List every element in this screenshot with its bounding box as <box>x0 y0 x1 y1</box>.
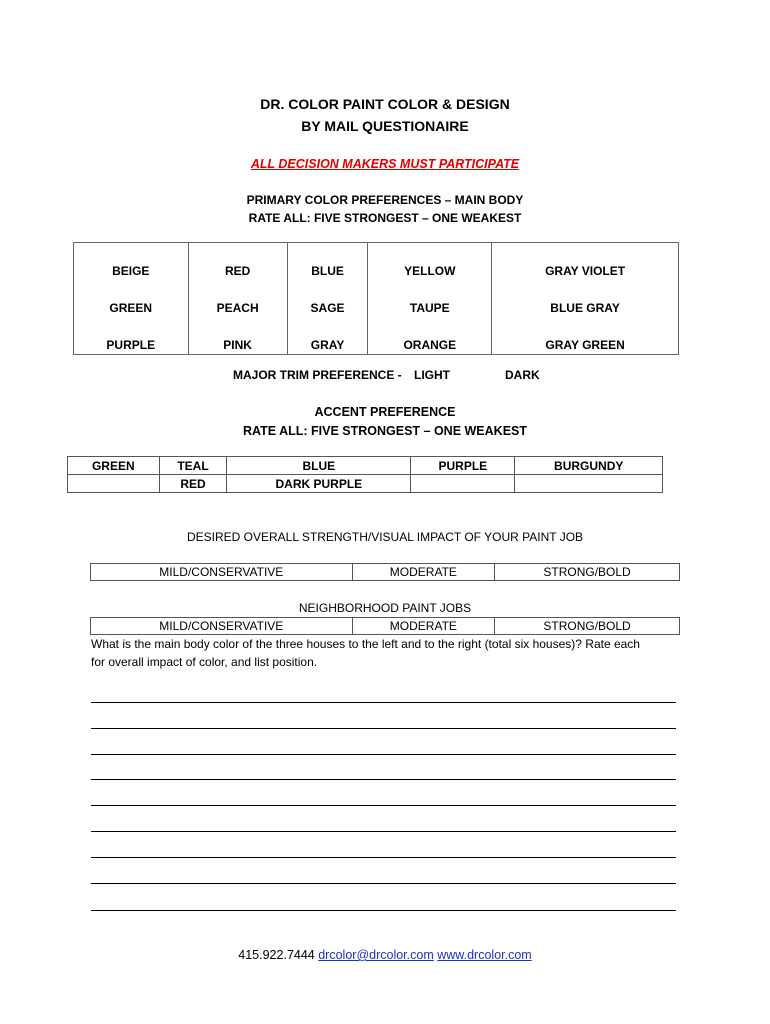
strength-heading: DESIRED OVERALL STRENGTH/VISUAL IMPACT OF YOUR PAINT JOB <box>186 530 584 544</box>
accent-option[interactable]: BURGUNDY <box>515 457 663 475</box>
accent-option[interactable]: TEAL <box>159 457 227 475</box>
color-option[interactable]: YELLOW <box>368 243 492 281</box>
accent-color-table <box>67 456 663 493</box>
answer-line[interactable] <box>91 805 676 806</box>
color-option[interactable]: SAGE <box>287 280 368 317</box>
footer-email-link[interactable]: drcolor@drcolor.com <box>318 948 434 962</box>
color-option[interactable]: GRAY VIOLET <box>492 243 679 281</box>
accent-option[interactable]: DARK PURPLE <box>227 475 411 493</box>
neighborhood-option-moderate[interactable]: MODERATE <box>352 618 495 635</box>
answer-line[interactable] <box>91 831 676 832</box>
primary-rating-instructions: RATE ALL: FIVE STRONGEST – ONE WEAKEST <box>248 211 522 225</box>
table-row <box>91 564 680 581</box>
accent-option[interactable] <box>411 475 515 493</box>
answer-line[interactable] <box>91 910 676 911</box>
neighborhood-heading: NEIGHBORHOOD PAINT JOBS <box>298 601 472 615</box>
color-option[interactable]: PINK <box>188 317 287 355</box>
accent-option[interactable]: GREEN <box>68 457 160 475</box>
accent-option[interactable] <box>68 475 160 493</box>
primary-color-table <box>73 242 679 355</box>
answer-line[interactable] <box>91 702 676 703</box>
table-row <box>74 317 679 355</box>
color-option[interactable]: PEACH <box>188 280 287 317</box>
accent-rating-instructions: RATE ALL: FIVE STRONGEST – ONE WEAKEST <box>242 424 528 438</box>
accent-heading: ACCENT PREFERENCE <box>314 405 456 419</box>
answer-line[interactable] <box>91 754 676 755</box>
primary-heading: PRIMARY COLOR PREFERENCES – MAIN BODY <box>246 193 524 207</box>
neighborhood-option-mild[interactable]: MILD/CONSERVATIVE <box>91 618 353 635</box>
footer-contact <box>0 948 770 962</box>
title-line-2: BY MAIL QUESTIONAIRE <box>301 118 469 134</box>
strength-option-moderate[interactable]: MODERATE <box>352 564 495 581</box>
table-row <box>74 243 679 281</box>
accent-option[interactable]: RED <box>159 475 227 493</box>
color-option[interactable]: GREEN <box>74 280 189 317</box>
strength-option-strong[interactable]: STRONG/BOLD <box>495 564 680 581</box>
color-option[interactable]: TAUPE <box>368 280 492 317</box>
answer-line[interactable] <box>91 883 676 884</box>
table-row <box>74 280 679 317</box>
neighborhood-options-table <box>90 617 680 635</box>
title-line-1: DR. COLOR PAINT COLOR & DESIGN <box>260 96 510 112</box>
color-option[interactable]: BLUE GRAY <box>492 280 679 317</box>
accent-option[interactable] <box>515 475 663 493</box>
participation-notice: ALL DECISION MAKERS MUST PARTICIPATE <box>250 157 520 171</box>
table-row <box>68 457 663 475</box>
color-option[interactable]: PURPLE <box>74 317 189 355</box>
strength-option-mild[interactable]: MILD/CONSERVATIVE <box>91 564 353 581</box>
answer-line[interactable] <box>91 728 676 729</box>
table-row <box>68 475 663 493</box>
answer-line[interactable] <box>91 857 676 858</box>
strength-options-table <box>90 563 680 581</box>
accent-option[interactable]: BLUE <box>227 457 411 475</box>
neighborhood-option-strong[interactable]: STRONG/BOLD <box>495 618 680 635</box>
answer-line[interactable] <box>91 779 676 780</box>
color-option[interactable]: BEIGE <box>74 243 189 281</box>
color-option[interactable]: BLUE <box>287 243 368 281</box>
color-option[interactable]: ORANGE <box>368 317 492 355</box>
trim-option-light[interactable]: LIGHT <box>414 368 450 382</box>
color-option[interactable]: GRAY <box>287 317 368 355</box>
color-option[interactable]: GRAY GREEN <box>492 317 679 355</box>
table-row <box>91 618 680 635</box>
color-option[interactable]: RED <box>188 243 287 281</box>
neighborhood-question-line-1: What is the main body color of the three houses to the left and to the right (total six houses)? Rate each <box>91 637 640 651</box>
trim-option-dark[interactable]: DARK <box>505 368 540 382</box>
neighborhood-question-line-2: for overall impact of color, and list position. <box>91 655 318 669</box>
footer-phone: 415.922.7444 <box>238 948 315 962</box>
accent-option[interactable]: PURPLE <box>411 457 515 475</box>
trim-preference-label: MAJOR TRIM PREFERENCE - <box>233 368 402 382</box>
footer-website-link[interactable]: www.drcolor.com <box>437 948 532 962</box>
